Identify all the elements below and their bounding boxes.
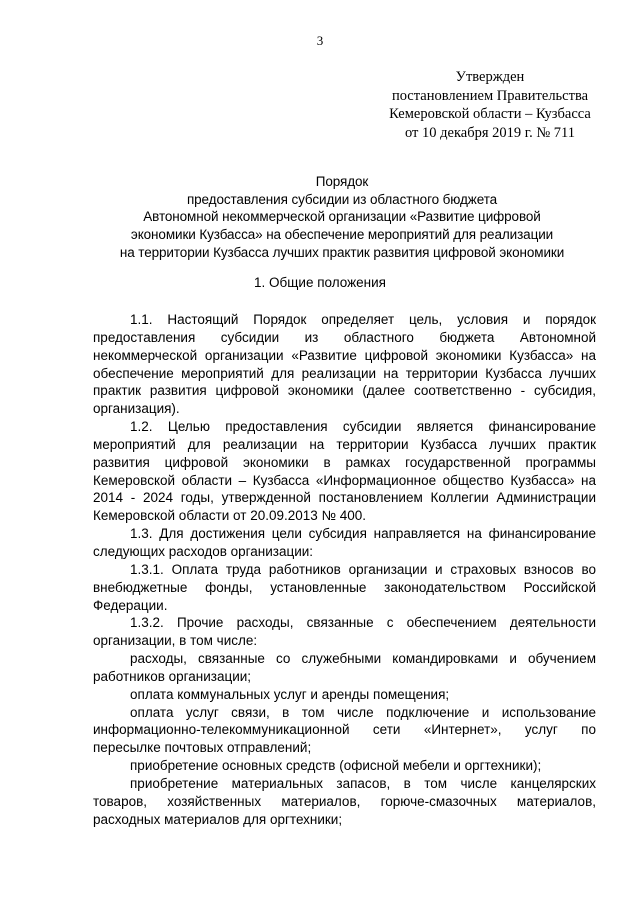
body-line: некоммерческой организации «Развитие цифровой экономики Кузбасса» на: [93, 347, 596, 363]
body-line: оплата коммунальных услуг и аренды помещения;: [130, 686, 450, 702]
body-line: Кемеровской области от 20.09.2013 № 400.: [93, 508, 367, 524]
document-body: [93, 311, 596, 828]
body-line: следующих расходов организации:: [93, 543, 314, 559]
body-line: товаров, хозяйственных материалов, горюче-смазочных материалов,: [93, 793, 596, 809]
approval-line: от 10 декабря 2019 г. № 711: [405, 124, 575, 141]
body-line: развития цифровой экономики в рамках государственной программы: [93, 454, 596, 470]
body-line: приобретение материальных запасов, в том числе канцелярских: [130, 775, 596, 791]
body-line: 1.3. Для достижения цели субсидия направляется на финансирование: [130, 526, 596, 542]
body-line: 1.3.1. Оплата труда работников организации и страховых взносов во: [130, 561, 596, 577]
body-line: расходы, связанные со служебными командировками и обучением: [130, 651, 596, 667]
body-line: организация).: [93, 401, 180, 417]
body-line: 1.3.2. Прочие расходы, связанные с обеспечением деятельности: [130, 615, 596, 631]
body-line: расходных материалов для оргтехники;: [93, 811, 343, 827]
body-line: мероприятий для реализации на территории Кузбасса лучших практик: [93, 436, 596, 452]
page-number: 3: [316, 33, 324, 48]
approval-line: постановлением Правительства: [391, 87, 589, 104]
approval-line: Утвержден: [455, 69, 525, 85]
body-line: оплата услуг связи, в том числе подключение и использование: [130, 704, 596, 720]
body-line: организации, в том числе:: [93, 633, 258, 649]
body-line: 2014 - 2024 годы, утвержденной постановлением Коллегии Администрации: [93, 490, 596, 506]
body-line: информационно-телекоммуникационной сети «Интернет», услуг по: [93, 722, 596, 738]
body-line: обеспечение мероприятий для реализации на территории Кузбасса лучших: [93, 365, 596, 381]
title-line: экономики Кузбасса» на обеспечение мероприятий для реализации: [130, 227, 554, 243]
body-line: Федерации.: [93, 597, 168, 613]
body-line: 1.1. Настоящий Порядок определяет цель, условия и порядок: [130, 312, 596, 327]
section-heading: 1. Общие положения: [254, 275, 386, 290]
approval-stamp: [383, 68, 597, 142]
body-line: предоставления субсидии из областного бюджета Автономной: [93, 329, 596, 345]
body-line: практик развития цифровой экономики (далее соответственно - субсидия,: [93, 383, 596, 399]
body-line: приобретение основных средств (офисной мебели и оргтехники);: [130, 758, 542, 774]
title-line: Автономной некоммерческой организации «Развитие цифровой: [143, 209, 541, 225]
body-line: работников организации;: [93, 668, 252, 684]
title-line: Порядок: [315, 174, 369, 189]
body-line: Кемеровской области – Кузбасса «Информационное общество Кузбасса» на: [93, 472, 596, 488]
document-title: [100, 173, 584, 262]
approval-line: Кемеровской области – Кузбасса: [389, 106, 591, 122]
body-line: пересылке почтовых отправлений;: [93, 740, 312, 756]
body-line: 1.2. Целью предоставления субсидии является финансирование: [130, 419, 596, 435]
body-line: внебюджетные фонды, установленные законодательством Российской: [93, 579, 596, 595]
title-line: предоставления субсидии из областного бюджета: [186, 191, 498, 207]
title-line: на территории Кузбасса лучших практик развития цифровой экономики: [119, 244, 565, 260]
